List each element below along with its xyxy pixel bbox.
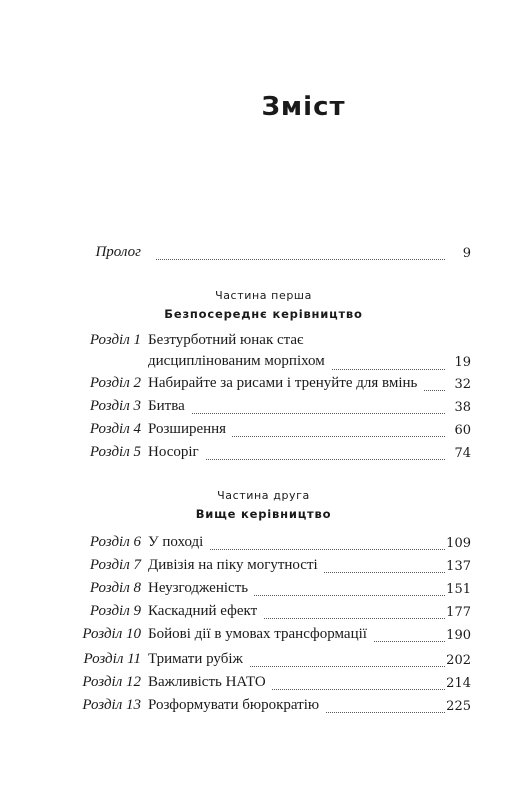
toc-label: Розділ 1 bbox=[89, 332, 141, 348]
toc-text: Набирайте за рисами і тренуйте для вмінь bbox=[148, 375, 423, 392]
toc-label: Розділ 2 bbox=[89, 375, 141, 391]
toc-text: У поході bbox=[148, 534, 209, 551]
toc-row bbox=[0, 534, 527, 556]
toc-row bbox=[0, 421, 527, 443]
toc-label: Розділ 4 bbox=[89, 421, 141, 437]
toc-row bbox=[0, 603, 527, 625]
toc-text: Носоріг bbox=[148, 444, 205, 461]
toc-row bbox=[0, 626, 527, 648]
part-heading-small: Частина перша bbox=[215, 289, 312, 302]
toc-label: Розділ 10 bbox=[82, 626, 141, 642]
toc-row bbox=[0, 398, 527, 420]
toc-row bbox=[0, 580, 527, 602]
part-heading-title: Безпосереднє керівництво bbox=[164, 307, 363, 321]
toc-page: 38 bbox=[454, 400, 471, 415]
toc-text-continued: дисциплінованим морпіхом bbox=[148, 353, 331, 370]
toc-label: Розділ 8 bbox=[89, 580, 141, 596]
part-heading-small: Частина друга bbox=[217, 489, 310, 502]
toc-text: Бойові дії в умовах трансформації bbox=[148, 626, 373, 643]
toc-label: Розділ 3 bbox=[89, 398, 141, 414]
toc-row bbox=[0, 697, 527, 719]
toc-text: Важливість НАТО bbox=[148, 674, 272, 691]
toc-page: 151 bbox=[446, 582, 471, 597]
toc-text: Безтурботний юнак стає bbox=[148, 332, 309, 349]
toc-label: Розділ 11 bbox=[83, 651, 141, 667]
toc-page: 109 bbox=[446, 536, 471, 551]
toc-label: Розділ 13 bbox=[82, 697, 141, 713]
toc-page: 137 bbox=[446, 559, 471, 574]
toc-text: Розформувати бюрократію bbox=[148, 697, 325, 714]
toc-row bbox=[0, 651, 527, 673]
toc-label: Розділ 5 bbox=[89, 444, 141, 460]
toc-page: 190 bbox=[446, 628, 471, 643]
leader-dots bbox=[156, 259, 445, 260]
toc-row-prologue bbox=[0, 244, 527, 266]
toc-page: 60 bbox=[454, 423, 471, 438]
toc-text: Каскадний ефект bbox=[148, 603, 263, 620]
toc-page: 225 bbox=[446, 699, 471, 714]
leader-dots bbox=[150, 413, 445, 414]
toc-label: Розділ 12 bbox=[82, 674, 141, 690]
toc-label: Розділ 6 bbox=[89, 534, 141, 550]
toc-text: Розширення bbox=[148, 421, 232, 438]
toc-row bbox=[0, 375, 527, 397]
toc-page: 32 bbox=[454, 377, 471, 392]
toc-page: 9 bbox=[462, 246, 471, 261]
toc-text: Тримати рубіж bbox=[148, 651, 249, 668]
toc-text: Дивізія на піку могутності bbox=[148, 557, 324, 574]
toc-label: Пролог bbox=[95, 244, 141, 260]
toc-row bbox=[0, 557, 527, 579]
toc-page: 202 bbox=[446, 653, 471, 668]
toc-label: Розділ 7 bbox=[89, 557, 141, 573]
toc-page: 74 bbox=[454, 446, 471, 461]
part-heading-title: Вище керівництво bbox=[195, 507, 332, 521]
toc-page: 177 bbox=[446, 605, 471, 620]
toc-page: 214 bbox=[446, 676, 471, 691]
toc-label: Розділ 9 bbox=[89, 603, 141, 619]
toc-page: 19 bbox=[454, 355, 471, 370]
toc-row bbox=[0, 444, 527, 466]
page-title: Зміст bbox=[261, 92, 346, 122]
toc-row bbox=[0, 332, 527, 376]
toc-text: Неузгодженість bbox=[148, 580, 254, 597]
toc-text: Битва bbox=[148, 398, 191, 415]
toc-row bbox=[0, 674, 527, 696]
